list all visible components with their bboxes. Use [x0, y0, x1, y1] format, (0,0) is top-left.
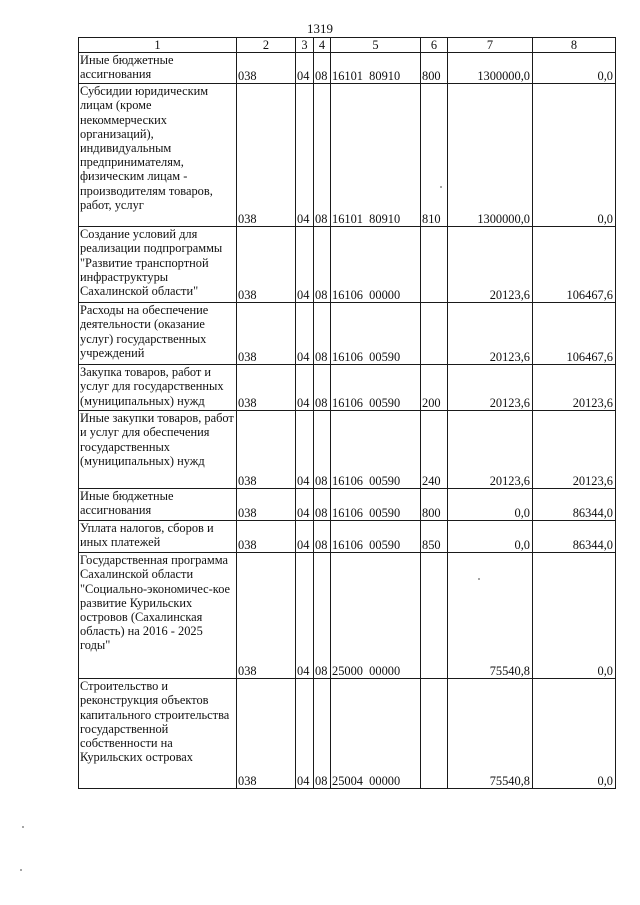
row-target: 16106 00590: [331, 521, 421, 553]
row-subsection: 08: [314, 489, 331, 521]
row-ministry: 038: [237, 227, 296, 303]
scan-speck: [22, 826, 24, 828]
row-target: 16106 00590: [331, 303, 421, 365]
row-type: [421, 303, 448, 365]
row-subsection: 08: [314, 227, 331, 303]
row-sum1: 20123,6: [448, 365, 533, 411]
row-subsection: 08: [314, 365, 331, 411]
row-type: [421, 227, 448, 303]
row-sum2: 0,0: [533, 84, 616, 227]
row-section: 04: [296, 411, 314, 489]
row-subsection: 08: [314, 411, 331, 489]
row-subsection: 08: [314, 53, 331, 84]
row-name: Иные бюджетные ассигнования: [79, 489, 237, 521]
row-section: 04: [296, 303, 314, 365]
header-col-6: 6: [421, 38, 448, 53]
row-sum1: 20123,6: [448, 303, 533, 365]
row-type: [421, 553, 448, 679]
scan-speck: [20, 869, 22, 871]
row-name: Иные закупки товаров, работ и услуг для обеспечения государственных (муниципальных) нужд: [79, 411, 237, 489]
row-subsection: 08: [314, 679, 331, 789]
table-row: [79, 521, 616, 553]
row-ministry: 038: [237, 553, 296, 679]
scan-speck: [478, 578, 480, 580]
row-section: 04: [296, 227, 314, 303]
scan-speck: [440, 186, 442, 188]
row-name: Уплата налогов, сборов и иных платежей: [79, 521, 237, 553]
row-ministry: 038: [237, 489, 296, 521]
row-sum1: 1300000,0: [448, 53, 533, 84]
header-col-3: 3: [296, 38, 314, 53]
row-section: 04: [296, 84, 314, 227]
header-col-7: 7: [448, 38, 533, 53]
row-section: 04: [296, 489, 314, 521]
row-type: 200: [421, 365, 448, 411]
row-ministry: 038: [237, 53, 296, 84]
row-target: 16106 00590: [331, 489, 421, 521]
row-sum1: 0,0: [448, 521, 533, 553]
row-section: 04: [296, 553, 314, 679]
row-ministry: 038: [237, 411, 296, 489]
table-row: [79, 84, 616, 227]
header-col-2: 2: [237, 38, 296, 53]
row-sum2: 0,0: [533, 679, 616, 789]
row-sum1: 0,0: [448, 489, 533, 521]
row-target: 25000 00000: [331, 553, 421, 679]
row-sum2: 20123,6: [533, 411, 616, 489]
row-sum1: 75540,8: [448, 679, 533, 789]
header-col-8: 8: [533, 38, 616, 53]
table-row: [79, 365, 616, 411]
row-sum1: 20123,6: [448, 227, 533, 303]
row-section: 04: [296, 521, 314, 553]
row-sum1: 75540,8: [448, 553, 533, 679]
row-target: 16101 80910: [331, 84, 421, 227]
row-ministry: 038: [237, 303, 296, 365]
row-target: 16101 80910: [331, 53, 421, 84]
row-ministry: 038: [237, 679, 296, 789]
row-sum2: 86344,0: [533, 489, 616, 521]
table-row: [79, 489, 616, 521]
header-col-5: 5: [331, 38, 421, 53]
budget-table: [78, 37, 616, 789]
row-sum2: 0,0: [533, 53, 616, 84]
row-name: Создание условий для реализации подпрограммы "Развитие транспортной инфраструктуры Сахалинской области": [79, 227, 237, 303]
row-section: 04: [296, 365, 314, 411]
row-name: Государственная программа Сахалинской области "Социально-экономичес-кое развитие Курильских островов (Сахалинская область) на 2016 - 2025 годы": [79, 553, 237, 679]
row-name: Субсидии юридическим лицам (кроме некоммерческих организаций), индивидуальным предпринимателям, физическим лицам - производителям товаров, работ, услуг: [79, 84, 237, 227]
header-row: [79, 38, 616, 53]
row-target: 25004 00000: [331, 679, 421, 789]
table-row: [79, 411, 616, 489]
row-section: 04: [296, 53, 314, 84]
row-name: Закупка товаров, работ и услуг для государственных (муниципальных) нужд: [79, 365, 237, 411]
table-row: [79, 227, 616, 303]
table-row: [79, 53, 616, 84]
row-sum1: 1300000,0: [448, 84, 533, 227]
row-sum2: 106467,6: [533, 303, 616, 365]
header-col-4: 4: [314, 38, 331, 53]
row-ministry: 038: [237, 521, 296, 553]
row-subsection: 08: [314, 521, 331, 553]
row-sum1: 20123,6: [448, 411, 533, 489]
row-subsection: 08: [314, 303, 331, 365]
row-target: 16106 00590: [331, 365, 421, 411]
row-target: 16106 00590: [331, 411, 421, 489]
row-sum2: 106467,6: [533, 227, 616, 303]
header-col-1: 1: [79, 38, 237, 53]
row-sum2: 0,0: [533, 553, 616, 679]
row-name: Расходы на обеспечение деятельности (оказание услуг) государственных учреждений: [79, 303, 237, 365]
table-row: [79, 303, 616, 365]
row-type: 240: [421, 411, 448, 489]
row-target: 16106 00000: [331, 227, 421, 303]
row-type: [421, 679, 448, 789]
row-ministry: 038: [237, 84, 296, 227]
row-sum2: 20123,6: [533, 365, 616, 411]
row-sum2: 86344,0: [533, 521, 616, 553]
page-number: 1319: [307, 21, 333, 36]
row-type: 800: [421, 53, 448, 84]
row-name: Строительство и реконструкция объектов капитального строительства государственной собственности на Курильских островах: [79, 679, 237, 789]
table-row: [79, 679, 616, 789]
row-section: 04: [296, 679, 314, 789]
row-subsection: 08: [314, 553, 331, 679]
row-subsection: 08: [314, 84, 331, 227]
row-type: 800: [421, 489, 448, 521]
row-type: 810: [421, 84, 448, 227]
row-name: Иные бюджетные ассигнования: [79, 53, 237, 84]
row-type: 850: [421, 521, 448, 553]
table-row: [79, 553, 616, 679]
row-ministry: 038: [237, 365, 296, 411]
